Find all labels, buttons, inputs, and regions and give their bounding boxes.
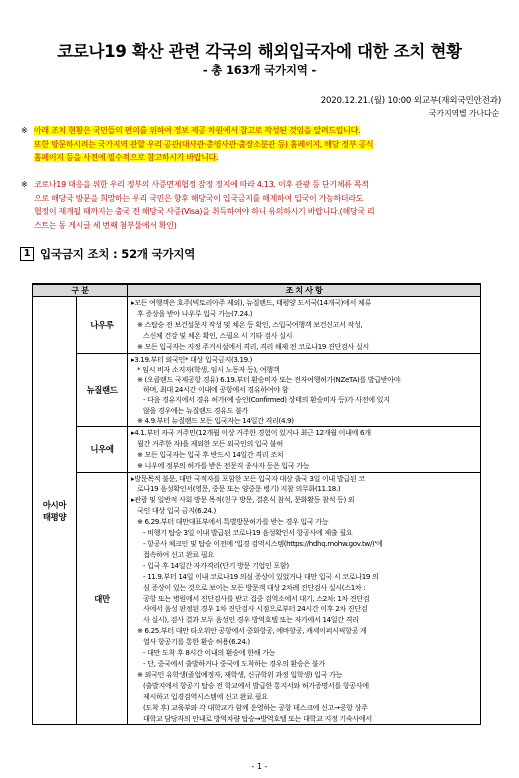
measure-line: 접속하여 신고 완료 필요 [143,549,214,559]
notice-line: 으로 해당국 방문을 희망하는 우리 국민은 향후 해당국이 입국금지를 해제하여 입국이 가능하더라도 [34,193,364,203]
measure-line: 심 증상이 있는 것으로 보이는 모든 방문객 대상 2차례 진단검사 실시(스1차 : [143,582,366,592]
measure-line: 하며, 최대 24시간 이내에 공항에서 경유하여야 함 [143,385,289,395]
measure-line: - 단, 중국에서 출발하거나 중국에 도착하는 경우의 환승은 불가 [143,658,325,668]
country-new-zealand: 뉴질랜드 [77,353,128,426]
measure-line: 월간 거주한 자)을 제외한 모든 외국인의 입국 불허 [137,438,283,448]
author-line: 국가지역별 가나다순 [428,109,499,118]
measure-line: ※ 모든 입국자는 지정 주거시설에서 격리, 격리 해제 전 코로나19 진단검사 실시 [137,341,369,351]
section-number: 1 [20,247,34,261]
header-measures: 조 치 사 항 [128,284,481,297]
measure-line: ▸3.19.부터 외국인* 대상 입국금지(3.19.) [131,354,253,364]
measure-line: ▸모든 여행객은 호주(빅토리아주 제외), 뉴질랜드, 태평양 도서국(14개국)에서 체류 [131,298,371,307]
measure-line: ※ 모든 입국자는 입국 후 반드시 14일간 격리 조치 [137,449,284,459]
measure-line: 사 실시), 검사 결과 모두 음성인 경우 방역호텔 또는 자가에서 14일간 격리 [143,615,359,625]
measure-line: 공항 또는 병원에서 진단검사를 받고 집중 검역소에서 대기, 스2차: 1차 진단검 [143,593,370,603]
measure-line: - 대만 도착 후 8시간 이내의 환승에 한해 가능 [143,648,276,658]
measure-line: 로나19 음성확인서(영문, 중문 또는 양중문 병기) 지참 의무화(11.18.) [137,484,341,494]
section-title: 입국금지 조치 : 52개 국가지역 [40,247,196,261]
section-heading [20,246,195,262]
measure-line: 스신체 건강 및 체온 확인, 스필요 시 기타 검사 실시 [143,330,293,340]
measure-line: 제시하고 입경검역시스템에 신고 완료 필요 [143,691,268,701]
measure-lines [128,473,480,725]
document-subtitle: - 총 163개 국가지역 - [202,63,317,77]
measure-lines [128,297,480,353]
table-row [33,353,481,426]
measures-table [32,283,481,725]
notice-mark: ※ [21,126,28,135]
header-category: 구 분 [33,284,128,297]
region-cell: 아시아 태평양 [33,297,77,725]
table-row [33,426,481,472]
measure-line: - 다음 경유지에서 경유 허가(예 승인(Confirmed) 상태의 환승비자 등)가 사전에 있지 [143,395,390,405]
measure-line: - 비행기 탑승 3일 이내 발급된 코로나19 음성확인서 항공사에 제출 필요 [143,528,353,538]
measure-lines [128,427,480,472]
notice-line: 협정이 재개될 때까지는 출국 전 해당국 사증(Visa)을 취득하여야 하니 유의하시기 바랍니다.(해당국 리 [34,207,375,217]
page-number: - 1 - [251,762,268,771]
measure-line: ※ (오클랜드 국제공항 경유) 6.19.부터 환승비자 또는 전자여행허가(NZeTA)를 발급받아야 [137,374,401,384]
measures-cell [128,353,481,426]
measure-line: 후 증상을 받아 나우루 입국 가능(7.24.) [137,308,253,318]
table-row [33,472,481,725]
measure-line: (출발지에서 항공기 탑승 전 학교에서 발급한 통지서와 허가증명서를 항공사에 [143,680,369,690]
country-nauru: 나우루 [77,297,128,354]
notice-line: 또한 방문하시려는 국가지역 관할 우리 공관(대사관·총영사관·출장소분관 등) 홈페이지, 해당 정부 공식 [34,139,374,149]
measure-line: ※ 4.9.부터 뉴질랜드 모든 입국자는 14일간 격리(4.9) [137,415,294,425]
notice-1 [21,124,486,165]
measure-line: ※ 6.25.부터 대만 타오위안 공항에서 중화항공, 에바항공, 캐세이퍼시픽항공 게 [137,626,367,636]
notice-line: 홈페이지 등을 사전에 필수적으로 참고하시기 바랍니다. [34,153,219,163]
measure-lines [128,354,480,426]
notice-2 [21,178,486,232]
measure-line: ▸4.1.부터 자국 거주민(12개월 이상 거주한 경험이 있거나 최근 12개월 이내에 6개 [131,427,371,437]
measure-line: ※ 외국인 유학생(졸업예정자, 재학생, 신규학위 과정 입학생) 입국 가능 [137,669,343,679]
measure-line: ※ 스탑승 전 보건설문지 작성 및 체온 등 확인, 스입국여행객 보건신고서 작성, [137,319,363,329]
measures-cell [128,297,481,354]
table-header-row [33,284,481,297]
document-title: 코로나19 확산 관련 각국의 해외입국자에 대한 조치 현황 [57,42,462,61]
measure-line: (도착 후) 교육부와 각 대학교가 함께 운영하는 공항 데스크에 신고→공항 상주 [143,702,368,712]
measure-line: ▸관광 및 일반적 사회 방문 목적(친구 방문, 결혼식 참석, 문화활동 참석 등) 외 [131,495,355,505]
date-line: 2020.12.21.(월) 10:00 외교부(재외국민안전과) [320,96,501,106]
notice-line: 스트는 동 게시글 세 번째 첨부물에서 확인) [34,220,177,230]
measure-line: - 항공사 체크인 및 탑승 이전에 '입경 검역시스템(https://hdhq.mohw.gov.tw/)'에 [143,539,383,549]
measures-cell [128,426,481,472]
country-taiwan: 대만 [77,472,128,725]
measure-line: 대학교 담당자의 안내로 방역차량 탑승→방역호텔 또는 대학교 지정 기숙사에서 [143,713,372,723]
measure-line: ※ 니우에 정부의 허가를 받은 전문직 종사자 등은 입국 가능 [137,460,310,470]
measure-line: ▸방문목적 불문, 대만 국적자를 포함한 모든 입국자 대상 출국 3일 이내 발급된 코 [131,473,365,483]
notice-line: 아래 조치 현황은 국민들의 편의를 위하여 정보 제공 차원에서 참고로 작성된 것임을 알려드립니다. [34,126,361,135]
measure-line: 열사 항공기를 통한 환승 허용(6.24.) [143,637,250,647]
measure-line: 사에서 음성 판정된 경우 1차 진단검사 시점으로부터 24시간 이후 2차 진단검 [143,604,368,614]
notice-line: 코로나19 대응을 위한 우리 정부의 사증면제협정 잠정 정지에 따라 4.13. 이후 관광 등 단기체류 목적 [34,180,369,189]
measure-line: 국인 대상 입국 금지(6.24.) [137,506,216,516]
notice-mark: ※ [21,180,28,189]
measure-line: 않을 경우에는 뉴질랜드 경유도 불가 [143,405,249,415]
measures-cell [128,472,481,725]
measure-line: * 임시 비자 소지자(학생, 임시 노동자 등), 여행객 [137,364,280,374]
country-niue: 니우에 [77,426,128,472]
measure-line: - 11.9.부터 14일 이내 코로나19 의심 증상이 있었거나 대만 입국 시 코로나19 의 [143,571,379,581]
measure-line: ※ 6.29.부터 대만대표부에서 특별방문허가를 받는 경우 입국 가능 [137,517,329,527]
measure-line: - 입국 후 14일간 자가격리(단기 방문 기업인 포함) [143,560,289,570]
table-row [33,297,481,354]
